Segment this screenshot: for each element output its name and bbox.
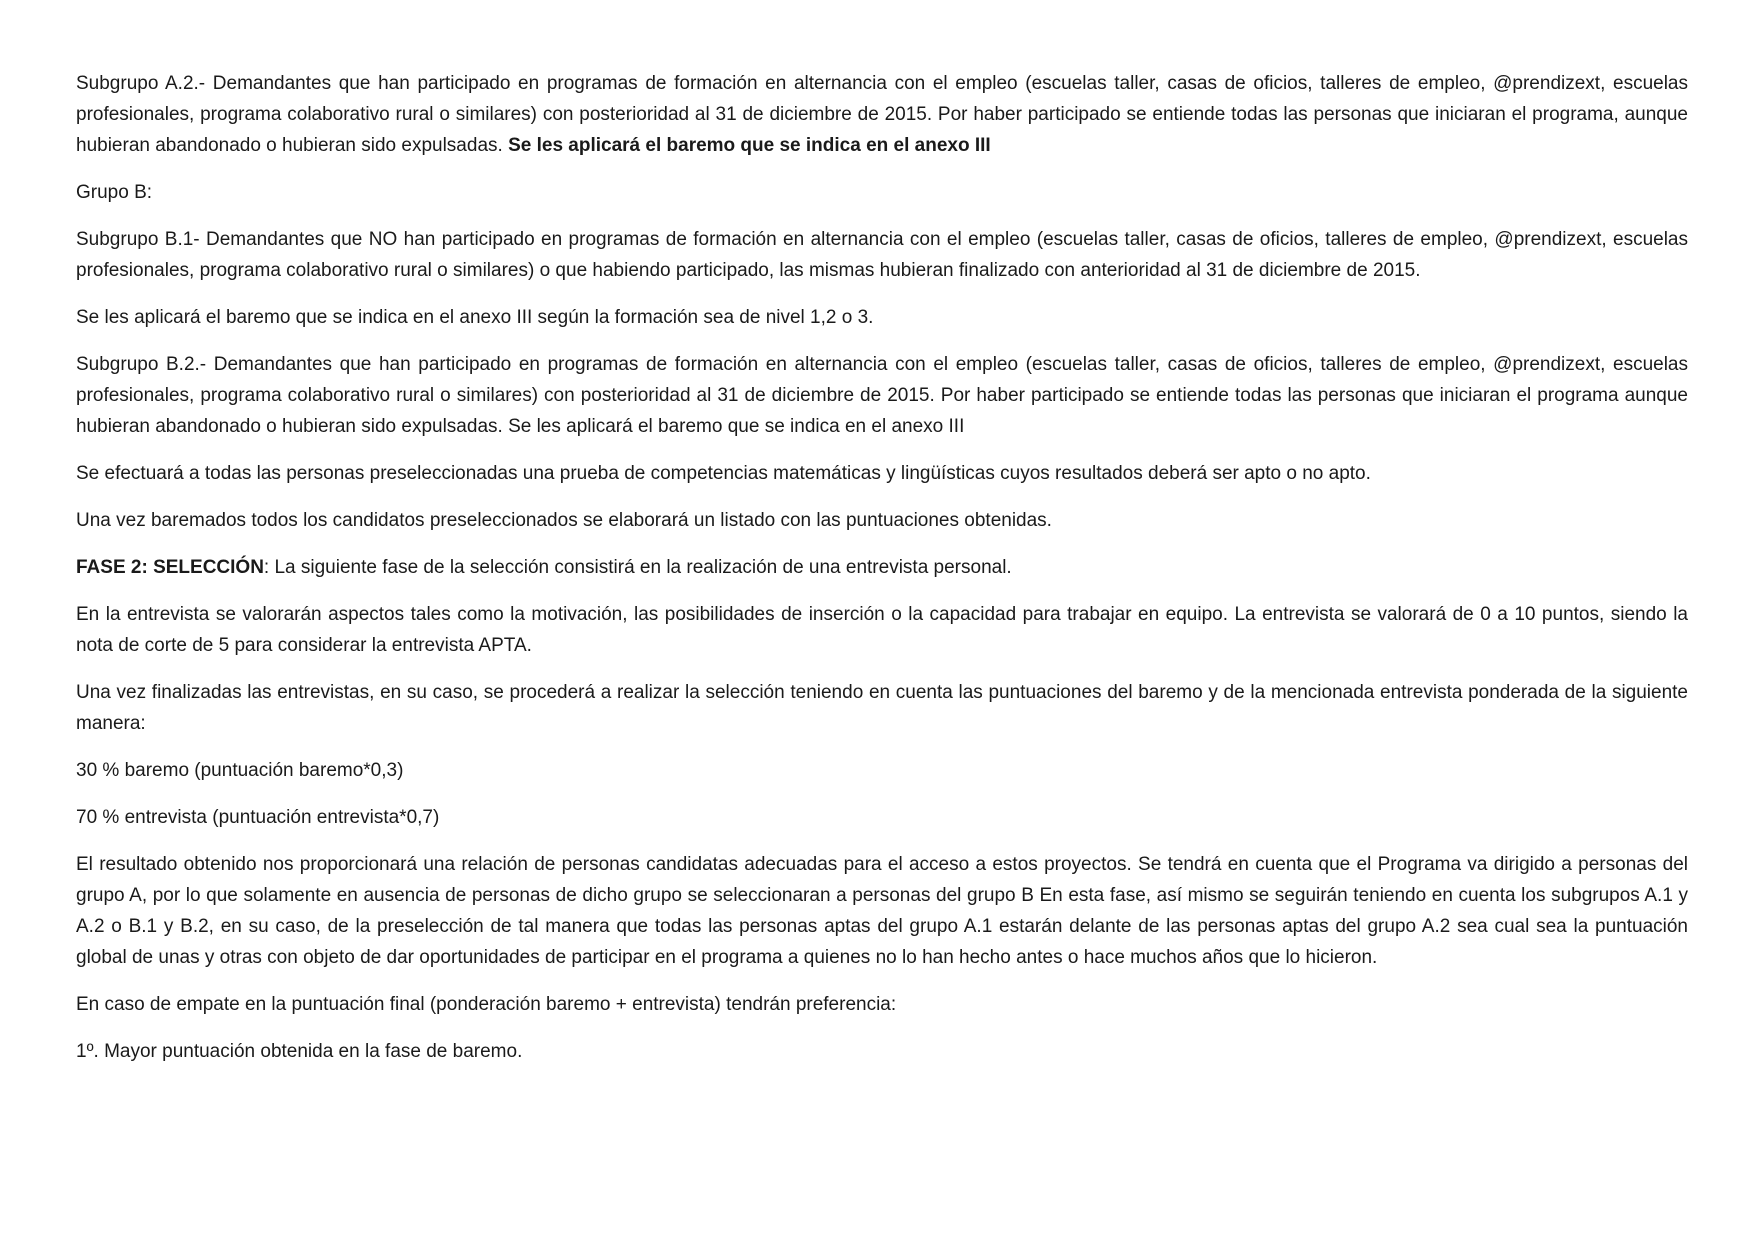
paragraph-fase-2 xyxy=(76,552,1688,583)
paragraph-empate: En caso de empate en la puntuación final (ponderación baremo + entrevista) tendrán preferencia: xyxy=(76,994,897,1015)
paragraph-bold-text: Se les aplicará el baremo que se indica en el anexo III xyxy=(508,135,991,156)
paragraph-subgrupo-a2 xyxy=(76,68,1688,161)
paragraph-baremo-percent: 30 % baremo (puntuación baremo*0,3) xyxy=(76,760,404,781)
section-heading: FASE 2: SELECCIÓN xyxy=(76,557,264,578)
paragraph-subgrupo-b2: Subgrupo B.2.- Demandantes que han participado en programas de formación en alternancia con el empleo (escuelas taller, casas de oficios, talleres de empleo, @prendizext, escuelas profesionales, programa colaborativo rural o similares) con posterioridad al 31 de diciembre de 2015. Por haber participado se entiende todas las personas que iniciaran el programa aunque hubieran abandonado o hubieran sido expulsadas. Se les aplicará el baremo que se indica en el anexo III xyxy=(76,354,1688,437)
document-page xyxy=(76,68,1688,1083)
paragraph-text: : La siguiente fase de la selección consistirá en la realización de una entrevista personal. xyxy=(263,557,1012,578)
paragraph-text: Subgrupo A.2.- Demandantes que han participado en programas de formación en alternancia con el empleo (escuelas taller, casas de oficios, talleres de empleo, @prendizext, escuelas profesionales, programa colaborativo rural o similares) con posterioridad al 31 de diciembre de 2015. Por haber participado se entiende todas las personas que iniciaran el programa, aunque hubieran abandonado o hubieran sido expulsadas. xyxy=(76,73,1688,156)
paragraph-ponderacion: Una vez finalizadas las entrevistas, en su caso, se procederá a realizar la selección teniendo en cuenta las puntuaciones del baremo y de la mencionada entrevista ponderada de la siguiente manera: xyxy=(76,682,1688,734)
paragraph-baremo-nivel: Se les aplicará el baremo que se indica en el anexo III según la formación sea de nivel 1,2 o 3. xyxy=(76,307,874,328)
paragraph-entrevista-percent: 70 % entrevista (puntuación entrevista*0,7) xyxy=(76,807,440,828)
paragraph-prueba-competencias: Se efectuará a todas las personas preseleccionadas una prueba de competencias matemáticas y lingüísticas cuyos resultados deberá ser apto o no apto. xyxy=(76,463,1371,484)
paragraph-preferencia-1: 1º. Mayor puntuación obtenida en la fase de baremo. xyxy=(76,1041,523,1062)
paragraph-listado: Una vez baremados todos los candidatos preseleccionados se elaborará un listado con las puntuaciones obtenidas. xyxy=(76,510,1052,531)
paragraph-entrevista: En la entrevista se valorarán aspectos tales como la motivación, las posibilidades de inserción o la capacidad para trabajar en equipo. La entrevista se valorará de 0 a 10 puntos, siendo la nota de corte de 5 para considerar la entrevista APTA. xyxy=(76,604,1688,656)
paragraph-resultado: El resultado obtenido nos proporcionará una relación de personas candidatas adecuadas para el acceso a estos proyectos. Se tendrá en cuenta que el Programa va dirigido a personas del grupo A, por lo que solamente en ausencia de personas de dicho grupo se seleccionaran a personas del grupo B En esta fase, así mismo se seguirán teniendo en cuenta los subgrupos A.1 y A.2 o B.1 y B.2, en su caso, de la preselección de tal manera que todas las personas aptas del grupo A.1 estarán delante de las personas aptas del grupo A.2 sea cual sea la puntuación global de unas y otras con objeto de dar oportunidades de participar en el programa a quienes no lo han hecho antes o hace muchos años que lo hicieron. xyxy=(76,854,1688,968)
paragraph-grupo-b: Grupo B: xyxy=(76,182,153,203)
paragraph-subgrupo-b1: Subgrupo B.1- Demandantes que NO han participado en programas de formación en alternancia con el empleo (escuelas taller, casas de oficios, talleres de empleo, @prendizext, escuelas profesionales, programa colaborativo rural o similares) o que habiendo participado, las mismas hubieran finalizado con anterioridad al 31 de diciembre de 2015. xyxy=(76,229,1688,281)
